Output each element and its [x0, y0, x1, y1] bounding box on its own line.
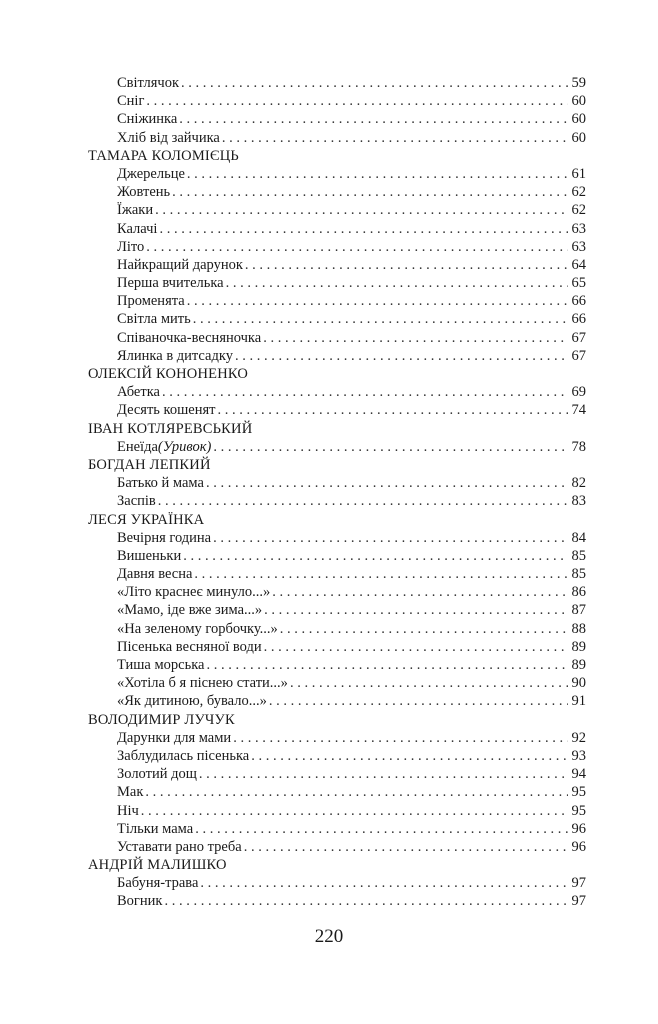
entry-page-number: 96	[571, 820, 586, 837]
dot-leader	[146, 92, 568, 110]
entry-title: Уставати рано треба	[117, 838, 242, 855]
entry-page-number: 61	[571, 165, 586, 182]
toc-entry	[88, 438, 586, 456]
entry-title: Їжаки	[117, 202, 154, 219]
entry-title: Хліб від зайчика	[117, 129, 220, 146]
entry-page-number: 91	[571, 693, 586, 710]
toc-entry	[88, 838, 586, 856]
toc-entry	[88, 329, 586, 347]
entry-page-number: 90	[571, 675, 586, 692]
dot-leader	[272, 583, 568, 601]
toc-entry	[88, 383, 586, 401]
entry-title: Променята	[117, 293, 185, 310]
toc-entry	[88, 183, 586, 201]
author-heading: ІВАН КОТЛЯРЕВСЬКИЙ	[88, 420, 253, 437]
dot-leader	[245, 256, 568, 274]
dot-leader	[146, 238, 568, 256]
entry-page-number: 74	[571, 402, 586, 419]
entry-page-number: 69	[571, 384, 586, 401]
dot-leader	[162, 383, 568, 401]
entry-title: Заблудилась пісенька	[117, 747, 250, 764]
entry-page-number: 97	[571, 893, 586, 910]
entry-page-number: 66	[571, 293, 586, 310]
entry-page-number: 95	[571, 784, 586, 801]
toc-entry	[88, 474, 586, 492]
toc-entry	[88, 892, 586, 910]
dot-leader	[199, 765, 568, 783]
toc-entry	[88, 129, 586, 147]
entry-title: Заспів	[117, 493, 156, 510]
toc-entry	[88, 310, 586, 328]
entry-page-number: 62	[571, 202, 586, 219]
entry-page-number: 83	[571, 493, 586, 510]
entry-page-number: 92	[571, 729, 586, 746]
author-heading: ВОЛОДИМИР ЛУЧУК	[88, 711, 235, 728]
table-of-contents	[88, 74, 586, 911]
entry-title: Вогник	[117, 893, 163, 910]
author-heading: ТАМАРА КОЛОМІЄЦЬ	[88, 147, 239, 164]
toc-entry	[88, 165, 586, 183]
dot-leader	[244, 838, 568, 856]
dot-leader	[194, 565, 568, 583]
entry-title: Літо	[117, 238, 145, 255]
entry-title: Калачі	[117, 220, 158, 237]
dot-leader	[200, 874, 568, 892]
dot-leader	[183, 547, 568, 565]
entry-title: Мак	[117, 784, 144, 801]
entry-title: «Хотіла б я піснею стати...»	[117, 675, 288, 692]
dot-leader	[187, 165, 568, 183]
entry-page-number: 94	[571, 766, 586, 783]
entry-title: Батько й мама	[117, 475, 204, 492]
entry-page-number: 78	[571, 438, 586, 455]
dot-leader	[251, 747, 568, 765]
toc-entry	[88, 347, 586, 365]
dot-leader	[280, 620, 568, 638]
entry-page-number: 85	[571, 547, 586, 564]
entry-title: «На зеленому горбочку...»	[117, 620, 278, 637]
entry-page-number: 60	[571, 111, 586, 128]
entry-title: Тиша морська	[117, 657, 205, 673]
entry-title: Золотий дощ	[117, 766, 197, 783]
toc-entry	[88, 547, 586, 565]
toc-entry	[88, 529, 586, 547]
toc-entry	[88, 92, 586, 110]
entry-title: Співаночка-весняночка	[117, 329, 262, 346]
dot-leader	[235, 347, 568, 365]
dot-leader	[213, 529, 568, 547]
dot-leader	[164, 892, 568, 910]
entry-title: Вишеньки	[117, 547, 182, 564]
dot-leader	[217, 401, 568, 419]
toc-entry	[88, 729, 586, 747]
entry-page-number: 82	[571, 475, 586, 492]
dot-leader	[179, 110, 568, 128]
dot-leader	[141, 802, 568, 820]
page-number: 220	[314, 926, 344, 947]
toc-entry	[88, 874, 586, 892]
entry-title: Сніг	[117, 93, 145, 110]
toc-entry	[88, 820, 586, 838]
dot-leader	[145, 783, 568, 801]
entry-title: «Літо краснеє минуло...»	[117, 584, 271, 601]
entry-page-number: 63	[571, 220, 586, 237]
entry-page-number: 60	[571, 93, 586, 110]
entry-title: Найкращий дарунок	[117, 256, 243, 273]
entry-title: Жовтень	[117, 184, 171, 201]
entry-title: Вечірня година	[117, 529, 212, 546]
author-heading: БОГДАН ЛЕПКИЙ	[88, 456, 211, 473]
entry-title: «Як дитиною, бувало...»	[117, 693, 267, 710]
entry-title: Дарунки для мами	[117, 729, 232, 746]
entry-page-number: 89	[571, 657, 586, 673]
dot-leader	[263, 329, 568, 347]
entry-title: Тільки мама	[117, 820, 194, 837]
entry-title: Ніч	[117, 802, 139, 819]
entry-page-number: 62	[571, 184, 586, 201]
toc-entry	[88, 565, 586, 583]
toc-entry	[88, 620, 586, 638]
entry-title: Перша вчителька	[117, 275, 224, 292]
dot-leader	[264, 638, 568, 656]
entry-page-number: 86	[571, 584, 586, 601]
entry-title: Десять кошенят	[117, 402, 216, 419]
entry-page-number: 59	[571, 75, 586, 91]
dot-leader	[155, 201, 568, 219]
entry-page-number: 88	[571, 620, 586, 637]
dot-leader	[233, 729, 568, 747]
entry-page-number: 87	[571, 602, 586, 619]
toc-entry	[88, 601, 586, 619]
author-heading: ОЛЕКСІЙ КОНОНЕНКО	[88, 366, 249, 382]
toc-entry	[88, 802, 586, 820]
toc-entry	[88, 220, 586, 238]
entry-page-number: 95	[571, 802, 586, 819]
entry-page-number: 93	[571, 747, 586, 764]
toc-entry	[88, 692, 586, 710]
toc-entry	[88, 292, 586, 310]
entry-title: Світлячок	[117, 75, 180, 91]
entry-page-number: 60	[571, 129, 586, 146]
toc-entry	[88, 765, 586, 783]
dot-leader	[159, 220, 568, 238]
dot-leader	[206, 474, 568, 492]
entry-title: Пісенька весняної води	[117, 638, 262, 655]
entry-title: Ялинка в дитсадку	[117, 347, 233, 364]
entry-page-number: 66	[571, 311, 586, 328]
entry-page-number: 67	[571, 347, 586, 364]
toc-entry	[88, 674, 586, 692]
dot-leader	[172, 183, 568, 201]
author-heading: ЛЕСЯ УКРАЇНКА	[88, 511, 205, 528]
toc-entry	[88, 492, 586, 510]
toc-entry	[88, 74, 586, 92]
entry-page-number: 67	[571, 329, 586, 346]
entry-page-number: 97	[571, 875, 586, 892]
dot-leader	[193, 310, 568, 328]
entry-title: Давня весна	[117, 566, 193, 583]
dot-leader	[213, 438, 568, 456]
toc-entry	[88, 638, 586, 656]
entry-title: «Мамо, іде вже зима...»	[117, 602, 263, 619]
dot-leader	[226, 274, 568, 292]
entry-page-number: 63	[571, 238, 586, 255]
entry-page-number: 84	[571, 529, 586, 546]
entry-title: Бабуня-трава	[117, 875, 199, 892]
entry-title: Енеїда(Уривок)	[117, 438, 212, 455]
entry-title: Абетка	[117, 384, 160, 401]
dot-leader	[181, 74, 568, 92]
entry-page-number: 89	[571, 638, 586, 655]
entry-page-number: 96	[571, 838, 586, 855]
entry-title: Світла мить	[117, 311, 191, 328]
toc-entry	[88, 401, 586, 419]
entry-page-number: 64	[571, 256, 586, 273]
toc-entry	[88, 783, 586, 801]
dot-leader	[269, 692, 568, 710]
dot-leader	[290, 674, 568, 692]
toc-entry	[88, 201, 586, 219]
entry-title-note: (Уривок)	[157, 438, 212, 455]
dot-leader	[222, 129, 568, 147]
entry-page-number: 65	[571, 275, 586, 292]
toc-entry	[88, 110, 586, 128]
toc-entry	[88, 238, 586, 256]
toc-entry	[88, 256, 586, 274]
dot-leader	[187, 292, 568, 310]
toc-entry	[88, 656, 586, 674]
entry-title: Джерельце	[117, 165, 185, 182]
dot-leader	[206, 656, 568, 674]
toc-entry	[88, 747, 586, 765]
dot-leader	[158, 492, 568, 510]
toc-entry	[88, 583, 586, 601]
toc-entry	[88, 274, 586, 292]
dot-leader	[264, 601, 568, 619]
entry-page-number: 85	[571, 566, 586, 583]
entry-title: Сніжинка	[117, 111, 178, 128]
author-heading: АНДРІЙ МАЛИШКО	[88, 857, 227, 874]
dot-leader	[195, 820, 568, 838]
